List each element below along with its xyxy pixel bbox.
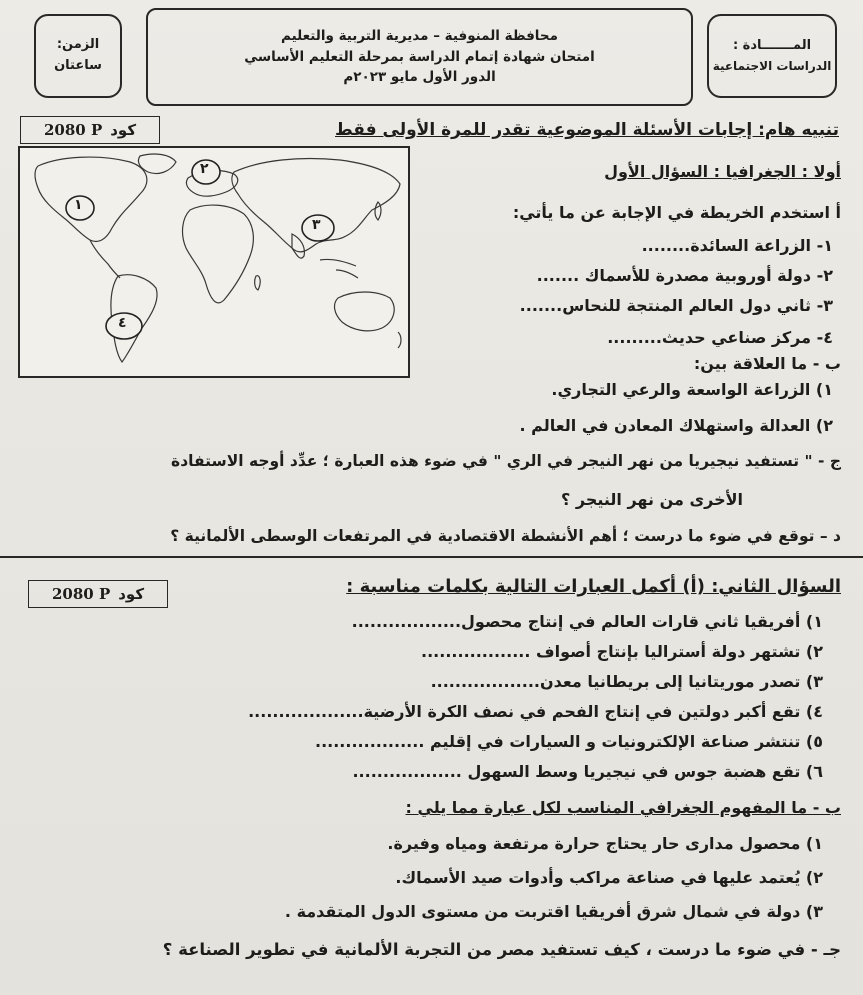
section2-item-5: ٥) تنتشر صناعة الإلكترونيات و السيارات في إقليم .................. [314, 732, 823, 751]
subject-value: الدراسات الاجتماعية [712, 58, 832, 73]
subject-box [707, 14, 837, 98]
notice-row [20, 112, 847, 148]
map-marker-3: ٣ [312, 217, 321, 233]
section2-part-b: ب - ما المفهوم الجغرافي المناسب لكل عبارة مما يلي : [405, 798, 841, 817]
section1-b-item-2: ٢) العدالة واستهلاك المعادن في العالم . [519, 416, 833, 435]
map-marker-4: ٤ [118, 315, 127, 331]
section1-title: أولا : الجغرافيا : السؤال الأول [604, 162, 841, 181]
section2-item-6: ٦) تقع هضبة جوس في نيجيريا وسط السهول .................. [352, 762, 823, 781]
section1-item-3: ٣- ثاني دول العالم المنتجة للنحاس....... [519, 296, 833, 315]
code-box [20, 116, 160, 144]
section2-b-item-3: ٣) دولة في شمال شرق أفريقيا اقتربت من مستوى الدول المتقدمة . [284, 902, 823, 921]
section1-part-a: أ استخدم الخريطة في الإجابة عن ما يأتي: [512, 203, 841, 222]
code-label: كود [110, 121, 137, 139]
subject-label: المـــــــادة : [732, 38, 812, 53]
section1-item-4: ٤- مركز صناعي حديث......... [607, 328, 833, 347]
exam-title-box [146, 8, 693, 106]
time-box [34, 14, 122, 98]
notice-text: تنبيه هام: إجابات الأسئلة الموضوعية تقدر للمرة الأولى فقط [335, 120, 839, 140]
section1-part-c-line2: الأخرى من نهر النيجر ؟ [561, 490, 743, 509]
section2-item-4: ٤) تقع أكبر دولتين في إنتاج الفحم في نصف الكرة الأرضية................... [248, 702, 823, 721]
section2-part-c: جـ - في ضوء ما درست ، كيف تستفيد مصر من التجربة الألمانية في تطوير الصناعة ؟ [162, 940, 841, 959]
header-line-2: امتحان شهادة إتمام الدراسة بمرحلة التعليم الأساسي [244, 48, 595, 65]
section1-part-c-line1: ج - " تستفيد نيجيريا من نهر النيجر في الري " في ضوء هذه العبارة ؛ عدِّد أوجه الاستفادة [171, 452, 841, 470]
code-box-2 [28, 580, 168, 608]
section2-b-item-2: ٢) يُعتمد عليها في صناعة مراكب وأدوات صيد الأسماك. [395, 868, 823, 887]
time-label: الزمن: [56, 37, 100, 53]
section2-item-1: ١) أفريقيا ثاني قارات العالم في إنتاج محصول.................. [351, 612, 823, 631]
section2-b-item-1: ١) محصول مدارى حار يحتاج حرارة مرتفعة ومياه وفيرة. [387, 834, 823, 853]
world-map [18, 146, 410, 378]
time-value: ساعتان [54, 58, 102, 73]
section-divider [0, 556, 863, 558]
map-marker-1: ١ [74, 197, 83, 213]
world-map-outline-icon [20, 148, 408, 376]
section2-title: السؤال الثاني: (أ) أكمل العبارات التالية بكلمات مناسبة : [346, 576, 841, 597]
code-label-2: كود [118, 585, 145, 603]
section1-item-2: ٢- دولة أوروبية مصدرة للأسماك ....... [536, 266, 833, 285]
section2-item-2: ٢) تشتهر دولة أستراليا بإنتاج أصواف .................. [421, 642, 823, 661]
map-marker-2: ٢ [200, 161, 209, 177]
header-line-3: الدور الأول مايو ٢٠٢٣م [343, 69, 496, 86]
section1-part-d: د – توقع في ضوء ما درست ؛ أهم الأنشطة الاقتصادية في المرتفعات الوسطى الألمانية ؟ [170, 527, 841, 545]
section1-b-item-1: ١) الزراعة الواسعة والرعي التجاري. [551, 380, 833, 399]
section2-item-3: ٣) تصدر موريتانيا إلى بريطانيا معدن.................. [430, 672, 823, 691]
section1-part-b: ب - ما العلاقة بين: [693, 354, 841, 373]
code-value: 2080 P [43, 121, 103, 139]
exam-header [20, 6, 843, 110]
code-value-2: 2080 P [51, 585, 111, 603]
section1-item-1: ١- الزراعة السائدة........ [641, 236, 833, 255]
header-line-1: محافظة المنوفية – مديرية التربية والتعليم [281, 27, 558, 44]
